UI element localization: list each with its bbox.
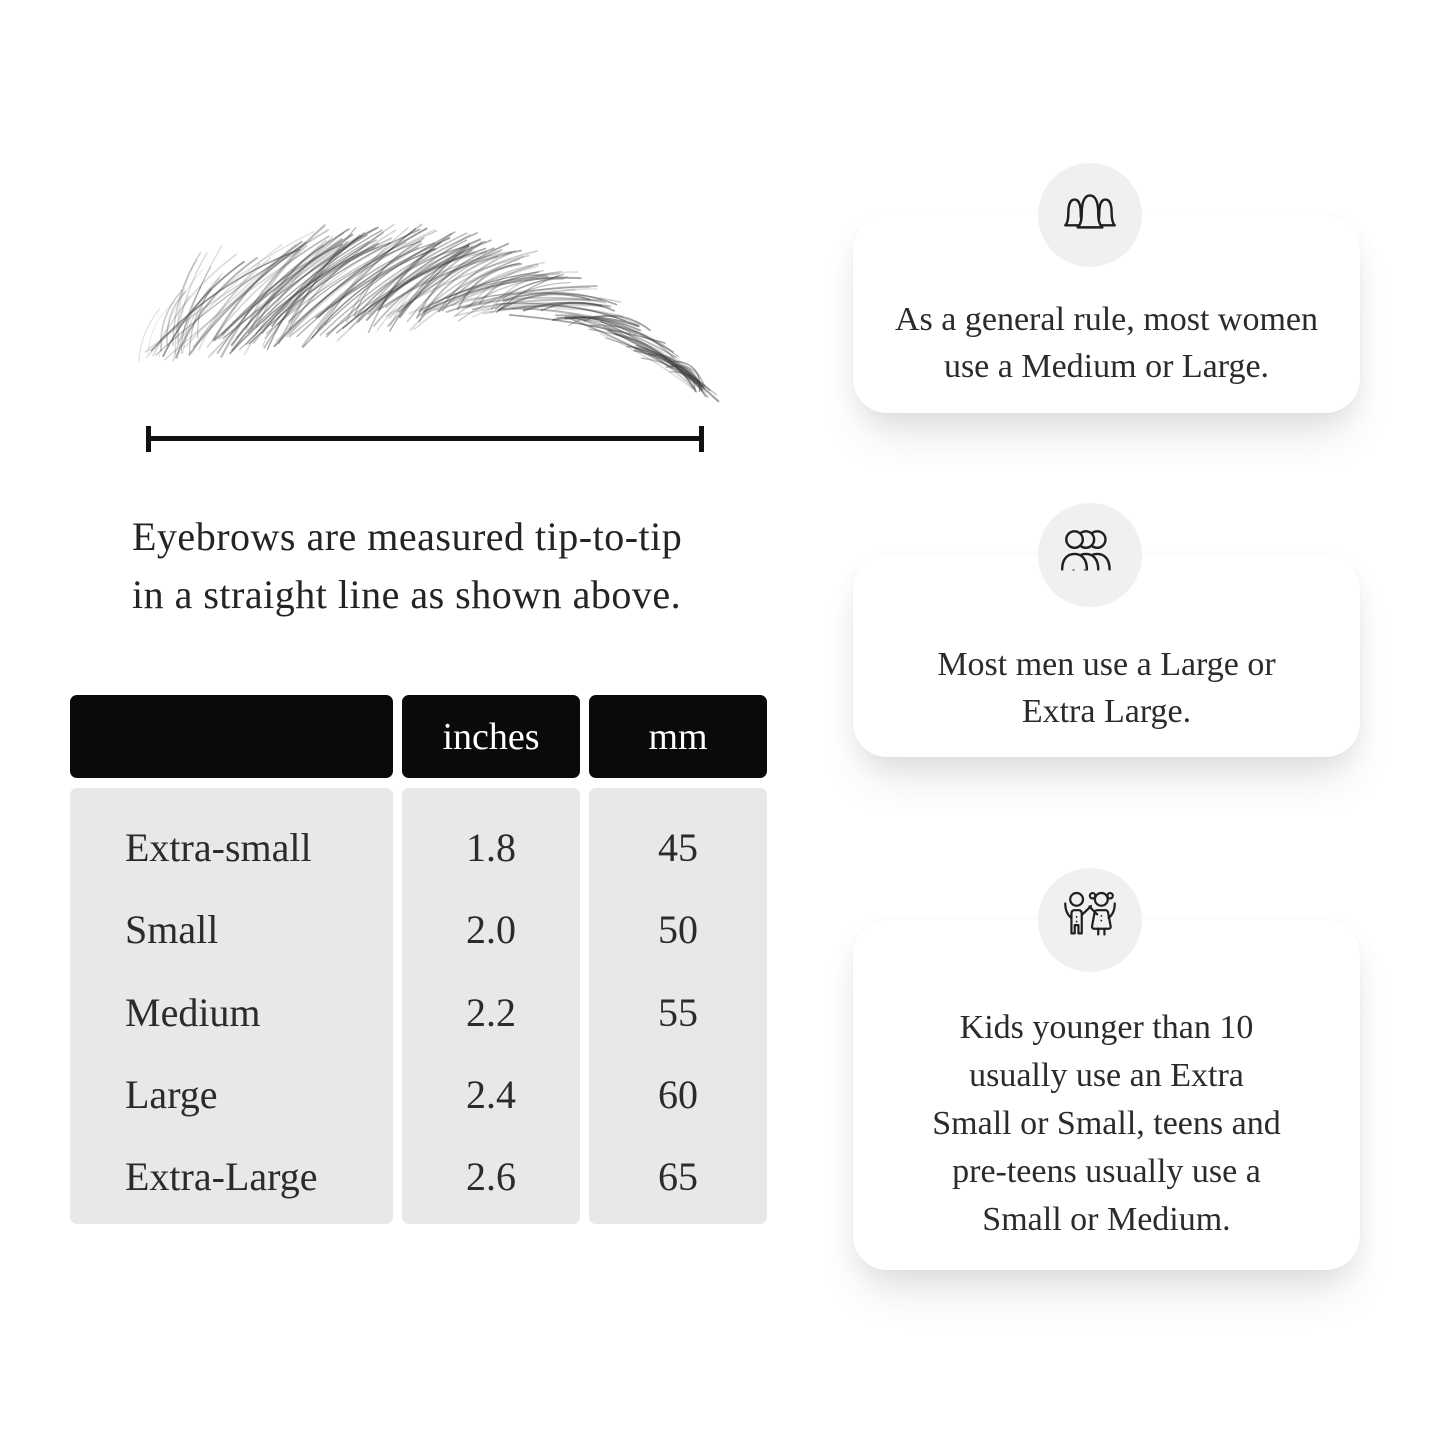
info-card-kids [853,920,1360,1270]
mm-column [589,788,767,1224]
size-label: Small [125,907,219,953]
kids-icon [1057,887,1123,953]
men-group-icon [1057,522,1123,588]
card-text-line: Kids younger than 10 [959,1009,1254,1046]
icon-circle [1038,503,1142,607]
card-text-line: Small or Medium. [982,1201,1231,1238]
size-label: Large [125,1071,218,1117]
inches-value: 2.4 [466,1071,516,1117]
card-text-line: Extra Large. [1021,693,1192,730]
header-size-cell [70,695,393,778]
caption [132,508,682,624]
measurement-line [146,426,704,452]
inches-value: 2.2 [466,989,516,1035]
size-label: Extra-Large [125,1154,318,1200]
size-table [70,695,767,1224]
info-card-women [853,215,1360,413]
info-card-men [853,555,1360,757]
women-group-icon [1057,182,1123,248]
info-card-text [853,641,1360,735]
inches-column [402,788,580,1224]
mm-value: 55 [658,989,698,1035]
card-text-line: pre-teens usually use a [952,1153,1261,1190]
header-mm-cell: mm [589,695,767,778]
size-label: Medium [125,989,261,1035]
caption-line: Eyebrows are measured tip-to-tip [132,514,683,559]
card-text-line: usually use an Extra [969,1057,1244,1094]
icon-circle [1038,868,1142,972]
size-label: Extra-small [125,824,312,870]
size-table-header [70,695,767,778]
card-text-line: Most men use a Large or [937,646,1276,683]
mm-value: 65 [658,1154,698,1200]
info-card-text [853,1004,1360,1244]
card-text-line: As a general rule, most women [895,301,1318,338]
card-text-line: Small or Small, teens and [932,1105,1281,1142]
header-inches-cell: inches [402,695,580,778]
inches-value: 2.0 [466,907,516,953]
info-card-text [853,296,1360,390]
card-text-line: use a Medium or Large. [943,348,1270,385]
caption-line: in a straight line as shown above. [132,572,682,617]
size-name-column [70,788,393,1224]
inches-value: 2.6 [466,1154,516,1200]
icon-circle [1038,163,1142,267]
inches-value: 1.8 [466,824,516,870]
mm-value: 50 [658,907,698,953]
mm-value: 45 [658,824,698,870]
mm-value: 60 [658,1071,698,1117]
size-table-body [70,788,767,1224]
